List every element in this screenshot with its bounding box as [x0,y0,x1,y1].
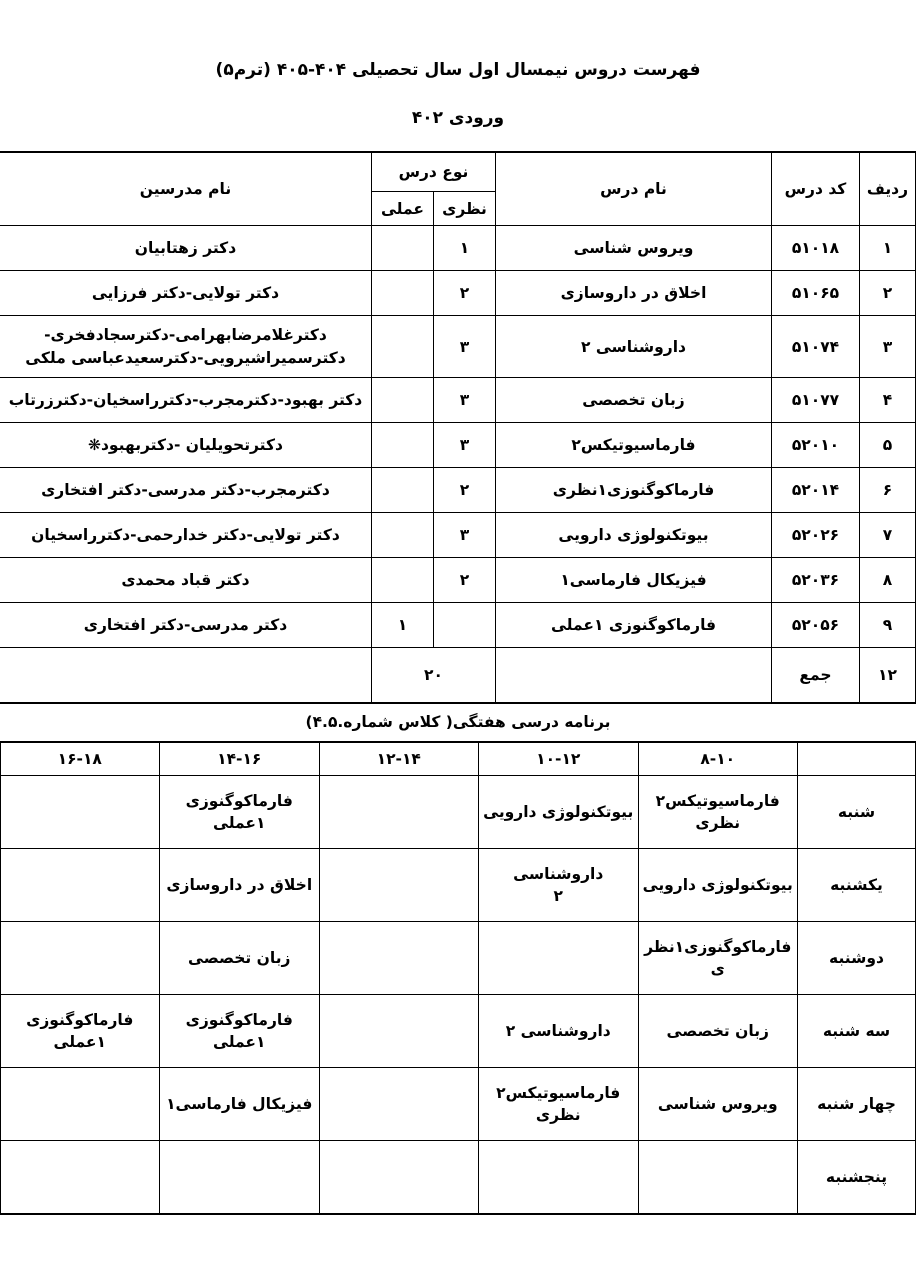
course-nazari-units: ۲ [434,468,496,513]
weekly-header-row [0,742,916,776]
course-teachers: دکترتحویلیان -دکتربهبود❋ [0,423,371,468]
weekly-slot-cell [479,1141,639,1214]
table-row [0,226,916,271]
course-amali-units: ۱ [371,603,433,648]
course-radif: ۹ [860,603,916,648]
header-radif: ردیف [860,152,916,226]
table-row [0,558,916,603]
bottom-spacer [0,1215,916,1273]
table-row [0,378,916,423]
page-subtitle: ورودی ۴۰۲ [411,108,505,129]
weekly-slot-cell: فارماکوگنوزی ۱عملی [0,995,160,1068]
summary-label: جمع [772,648,860,703]
weekly-day-row [0,849,916,922]
weekly-slot-cell: داروشناسی ۲ [479,849,639,922]
weekly-slot-cell [0,849,160,922]
course-code: ۵۲۰۲۶ [772,513,860,558]
weekly-slot-cell: فارماکوگنوزی ۱عملی [160,995,320,1068]
weekly-slot-cell: فارماسیوتیکس۲ نظری [638,776,798,849]
weekly-slot-cell: بیوتکنولوژی دارویی [638,849,798,922]
header-course-name: نام درس [496,152,772,226]
weekly-slot-cell: زبان تخصصی [638,995,798,1068]
weekly-day-row [0,776,916,849]
course-name: فیزیکال فارماسی۱ [496,558,772,603]
course-amali-units [371,316,433,378]
header-course-code: کد درس [772,152,860,226]
course-name: فارماکوگنوزی ۱عملی [496,603,772,648]
course-radif: ۵ [860,423,916,468]
summary-radif: ۱۲ [860,648,916,703]
course-radif: ۴ [860,378,916,423]
course-amali-units [371,271,433,316]
weekly-header-timeslot: ۱۰-۱۲ [479,742,639,776]
course-nazari-units: ۳ [434,423,496,468]
course-name: اخلاق در داروسازی [496,271,772,316]
weekly-slot-cell [319,849,479,922]
course-amali-units [371,378,433,423]
table-row [0,603,916,648]
course-code: ۵۲۰۵۶ [772,603,860,648]
course-name: داروشناسی ۲ [496,316,772,378]
course-amali-units [371,468,433,513]
weekly-header-timeslot: ۱۲-۱۴ [319,742,479,776]
weekly-schedule-caption: برنامه درسی هفتگی( کلاس شماره.۴.۵) [305,712,611,731]
weekly-slot-cell [0,776,160,849]
weekly-slot-cell [479,922,639,995]
summary-name-blank [496,648,772,703]
weekly-slot-cell: فارماکوگنوزی۱نظری [638,922,798,995]
course-radif: ۸ [860,558,916,603]
course-code: ۵۲۰۱۰ [772,423,860,468]
weekly-slot-cell [319,776,479,849]
course-radif: ۲ [860,271,916,316]
course-name: بیوتکنولوژی دارویی [496,513,772,558]
weekly-day-row [0,995,916,1068]
weekly-slot-cell [319,1068,479,1141]
course-teachers: دکتر تولایی-دکتر فرزایی [0,271,371,316]
weekly-slot-cell [160,1141,320,1214]
header-teachers: نام مدرسین [0,152,371,226]
course-teachers: دکتر بهبود-دکترمجرب-دکترراسخیان-دکترزرتاب [0,378,371,423]
weekly-header-timeslot: ۸-۱۰ [638,742,798,776]
weekly-slot-cell [319,995,479,1068]
weekly-schedule-table [0,741,916,1215]
courses-table-body [0,226,916,703]
course-name: زبان تخصصی [496,378,772,423]
weekly-slot-cell: زبان تخصصی [160,922,320,995]
table-row [0,513,916,558]
course-teachers: دکتر قباد محمدی [0,558,371,603]
weekly-header-day-corner [798,742,916,776]
weekly-slot-cell [0,1068,160,1141]
course-teachers: دکترمجرب-دکتر مدرسی-دکتر افتخاری [0,468,371,513]
weekly-day-label: چهار شنبه [798,1068,916,1141]
weekly-slot-cell: بیوتکنولوژی دارویی [479,776,639,849]
weekly-day-row [0,1141,916,1214]
course-teachers: دکتر مدرسی-دکتر افتخاری [0,603,371,648]
course-name: فارماکوگنوزی۱نظری [496,468,772,513]
course-nazari-units: ۲ [434,271,496,316]
course-nazari-units [434,603,496,648]
courses-table-header [0,152,916,226]
weekly-day-label: شنبه [798,776,916,849]
weekly-day-label: پنجشنبه [798,1141,916,1214]
course-radif: ۶ [860,468,916,513]
weekly-slot-cell [0,922,160,995]
weekly-slot-cell: فیزیکال فارماسی۱ [160,1068,320,1141]
course-radif: ۱ [860,226,916,271]
course-teachers: دکتر زهتابیان [0,226,371,271]
course-teachers: دکترغلامرضابهرامی-دکترسجادفخری-دکترسمیراشیرویی-دکترسعیدعباسی ملکی [0,316,371,378]
weekly-slot-cell [319,1141,479,1214]
weekly-slot-cell [638,1141,798,1214]
weekly-day-label: یکشنبه [798,849,916,922]
table-row [0,271,916,316]
course-amali-units [371,226,433,271]
weekly-slot-cell: داروشناسی ۲ [479,995,639,1068]
weekly-table-body [0,776,916,1214]
weekly-slot-cell [319,922,479,995]
course-nazari-units: ۳ [434,513,496,558]
table-row-summary [0,648,916,703]
course-nazari-units: ۳ [434,316,496,378]
weekly-slot-cell: اخلاق در داروسازی [160,849,320,922]
weekly-day-label: سه شنبه [798,995,916,1068]
weekly-header-timeslot: ۱۶-۱۸ [0,742,160,776]
course-nazari-units: ۳ [434,378,496,423]
weekly-day-row [0,922,916,995]
course-name: ویروس شناسی [496,226,772,271]
course-radif: ۳ [860,316,916,378]
course-name: فارماسیوتیکس۲ [496,423,772,468]
course-radif: ۷ [860,513,916,558]
summary-teachers-blank [0,648,371,703]
weekly-day-row [0,1068,916,1141]
course-code: ۵۱۰۷۷ [772,378,860,423]
course-nazari-units: ۱ [434,226,496,271]
summary-total-units: ۲۰ [371,648,495,703]
course-code: ۵۱۰۱۸ [772,226,860,271]
header-amali: عملی [371,192,433,226]
course-code: ۵۱۰۷۴ [772,316,860,378]
course-amali-units [371,423,433,468]
weekly-slot-cell [0,1141,160,1214]
course-code: ۵۲۰۳۶ [772,558,860,603]
weekly-table-header [0,742,916,776]
page-title: فهرست دروس نیمسال اول سال تحصیلی ۴۰۴-۴۰۵ (ترم۵) [215,60,701,80]
table-row [0,468,916,513]
course-teachers: دکتر تولایی-دکتر خدارحمی-دکترراسخیان [0,513,371,558]
weekly-header-timeslot: ۱۴-۱۶ [160,742,320,776]
header-course-type: نوع درس [371,152,495,192]
course-code: ۵۱۰۶۵ [772,271,860,316]
courses-table [0,151,916,704]
table-row [0,423,916,468]
course-nazari-units: ۲ [434,558,496,603]
course-amali-units [371,558,433,603]
course-amali-units [371,513,433,558]
header-nazari: نظری [434,192,496,226]
weekly-day-label: دوشنبه [798,922,916,995]
table-row [0,316,916,378]
weekly-slot-cell: فارماسیوتیکس۲ نظری [479,1068,639,1141]
weekly-slot-cell: ویروس شناسی [638,1068,798,1141]
course-code: ۵۲۰۱۴ [772,468,860,513]
weekly-slot-cell: فارماکوگنوزی ۱عملی [160,776,320,849]
